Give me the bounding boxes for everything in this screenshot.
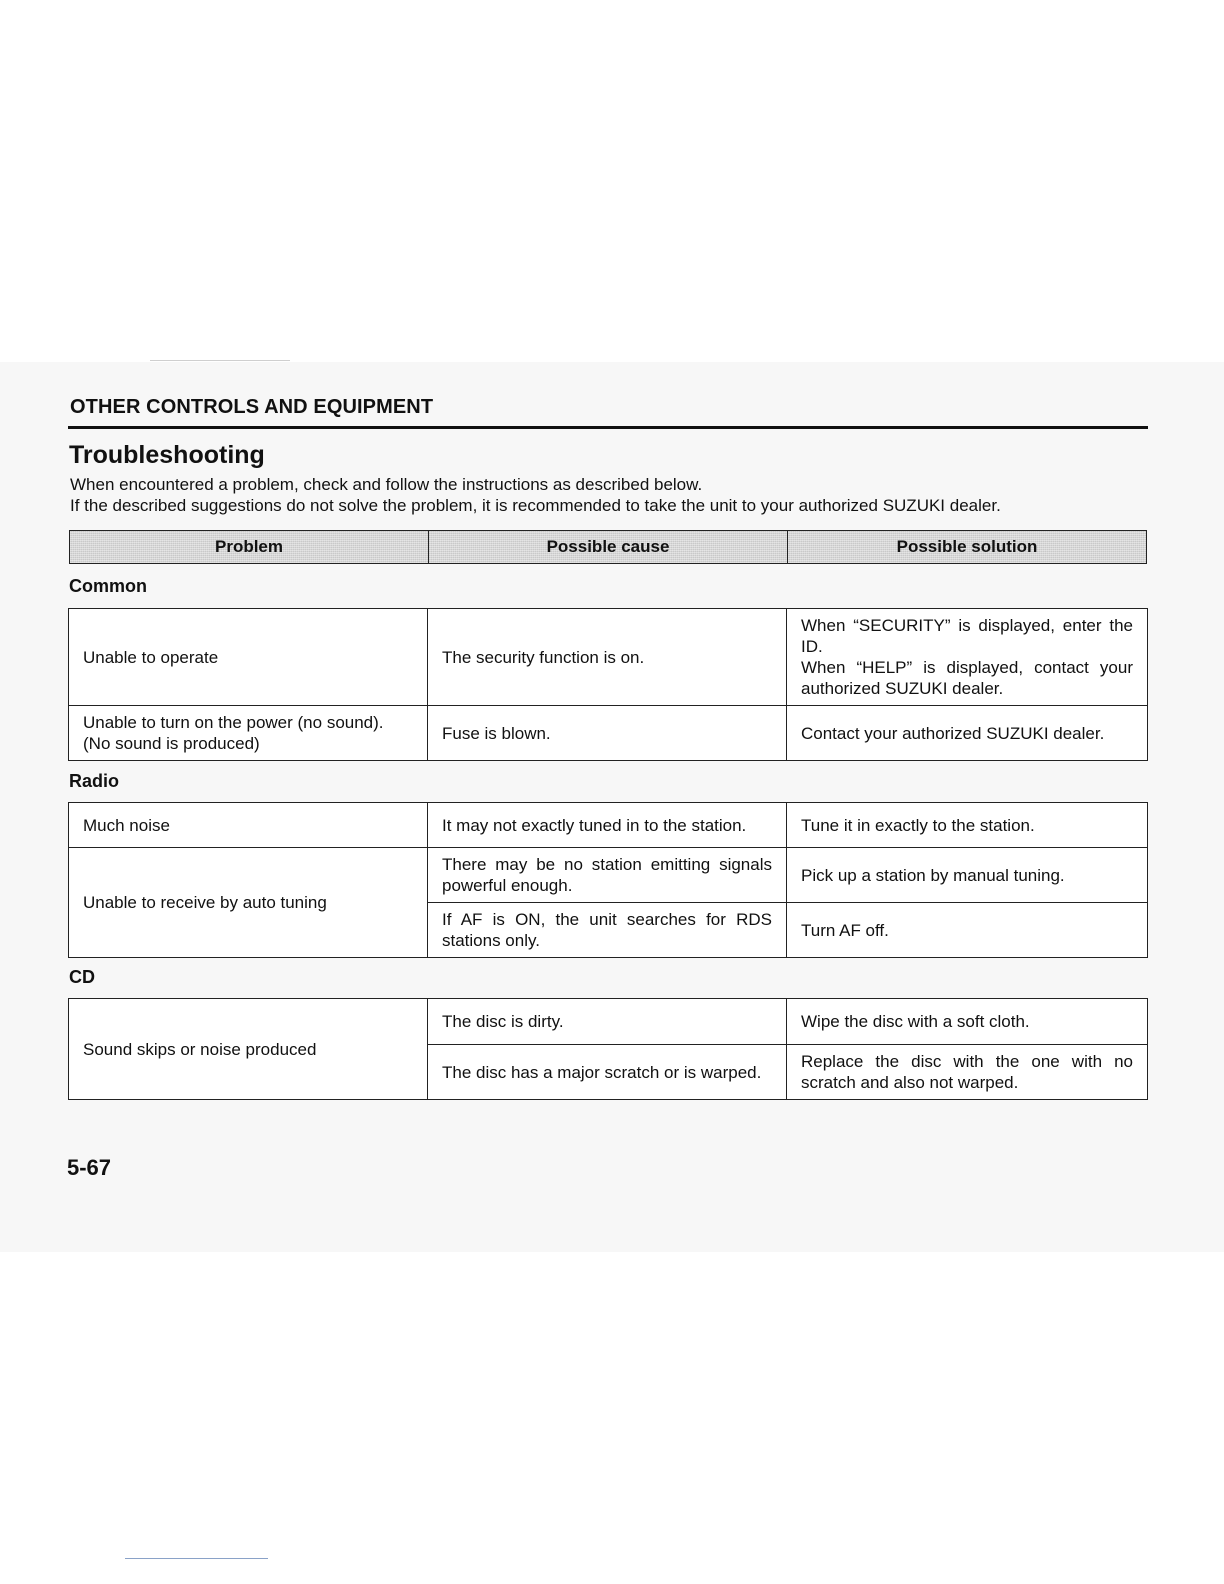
common-table [68,608,1148,761]
group-label-radio: Radio [69,771,120,791]
table-row [69,706,1148,761]
problem-cell: Much noise [69,803,428,848]
problem-cell: Sound skips or noise produced [69,999,428,1100]
problem-line: (No sound is produced) [83,734,260,753]
table-row [69,803,1148,848]
cause-cell: It may not exactly tuned in to the station. [428,803,787,848]
cause-cell: Fuse is blown. [428,706,787,761]
solution-cell: Wipe the disc with a soft cloth. [787,999,1148,1045]
cause-cell: The disc is dirty. [428,999,787,1045]
solution-line: When “HELP” is displayed, contact your authorized SUZUKI dealer. [801,658,1133,698]
scan-artifact-line-bottom [125,1558,268,1559]
solution-cell: Contact your authorized SUZUKI dealer. [787,706,1148,761]
table-row [69,999,1148,1045]
solution-cell: Tune it in exactly to the station. [787,803,1148,848]
problem-cell [69,706,428,761]
intro-text: When encountered a problem, check and follow the instructions as described below. [70,475,703,494]
solution-cell: Turn AF off. [787,903,1148,958]
table-row [69,609,1148,706]
page-number: 5-67 [67,1155,112,1180]
table-row [69,848,1148,903]
group-label-common: Common [69,576,147,596]
radio-table [68,802,1148,958]
solution-line: When “SECURITY” is displayed, enter the ID. [801,616,1133,656]
page-title: Troubleshooting [69,441,265,469]
intro-text-dealer: If the described suggestions do not solve the problem, it is recommended to take the unit to your authorized SUZUKI dealer. [70,496,1001,515]
header-possible-solution: Possible solution [896,537,1038,556]
cause-cell: The disc has a major scratch or is warped. [428,1045,787,1100]
cause-cell: The security function is on. [428,609,787,706]
cause-cell: There may be no station emitting signals powerful enough. [428,848,787,903]
solution-cell: Replace the disc with the one with no scratch and also not warped. [787,1045,1148,1100]
cause-cell: If AF is ON, the unit searches for RDS stations only. [428,903,787,958]
header-rule [68,426,1148,429]
solution-cell: Pick up a station by manual tuning. [787,848,1148,903]
problem-cell: Unable to operate [69,609,428,706]
scan-artifact-line [150,360,290,361]
header-problem: Problem [70,531,429,563]
table-header-row [69,530,1147,564]
cd-table [68,998,1148,1100]
section-header: OTHER CONTROLS AND EQUIPMENT [70,396,434,418]
problem-cell: Unable to receive by auto tuning [69,848,428,958]
group-label-cd: CD [69,967,95,987]
solution-cell [787,609,1148,706]
problem-line: Unable to turn on the power (no sound). [83,713,384,732]
header-possible-cause: Possible cause [429,531,788,563]
